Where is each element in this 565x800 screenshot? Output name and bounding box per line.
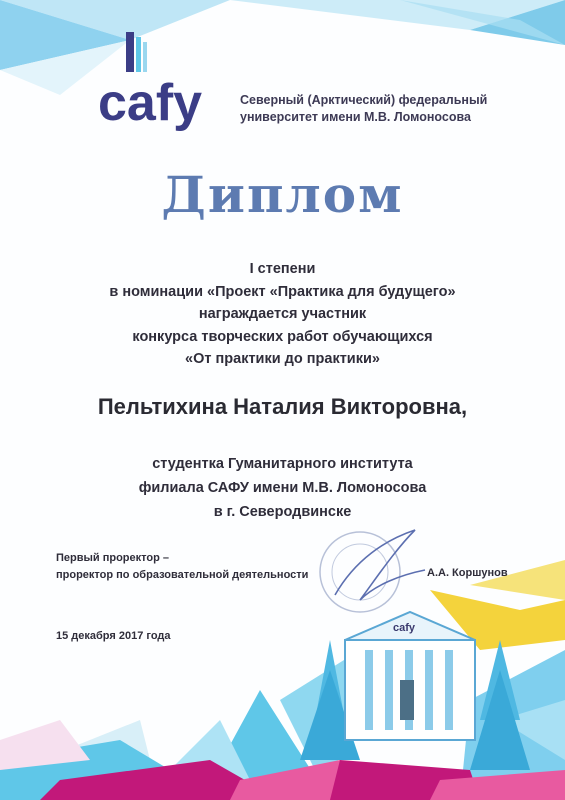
award-awarded: награждается участник [198, 306, 367, 322]
signer-name: А.А. Коршунов [427, 567, 508, 579]
affiliation-line-2: филиала САФУ имени М.В. Ломоносова [138, 480, 427, 496]
diploma-title: Диплом [161, 165, 404, 224]
position-line-1: Первый проректор – [56, 552, 169, 564]
building-logo: cafy [393, 622, 416, 634]
award-contest: конкурса творческих работ обучающихся [132, 328, 433, 345]
university-line-2: университет имени М.В. Ломоносова [240, 110, 471, 124]
signatory-position [56, 550, 308, 584]
position-line-2: проректор по образовательной деятельности [56, 569, 309, 581]
logo-wordmark: cafy [98, 74, 203, 132]
affiliation-line-3: в г. Северодвинске [213, 504, 352, 520]
award-degree: I степени [249, 261, 316, 277]
award-contest-name: «От практики до практики» [185, 351, 380, 367]
university-line-1: Северный (Арктический) федеральный [240, 93, 488, 107]
award-nomination: в номинации «Проект «Практика для будущего» [109, 283, 456, 300]
official-stamp [315, 520, 435, 620]
affiliation-line-1: студентка Гуманитарного института [152, 456, 413, 472]
signature-scribble [335, 530, 425, 600]
award-text [40, 258, 525, 371]
safu-logo [96, 32, 216, 132]
issue-date: 15 декабря 2017 года [56, 630, 171, 642]
recipient-affiliation [40, 452, 525, 524]
recipient-name: Пельтихина Наталия Викторовна, [97, 394, 468, 419]
university-name [240, 92, 487, 126]
